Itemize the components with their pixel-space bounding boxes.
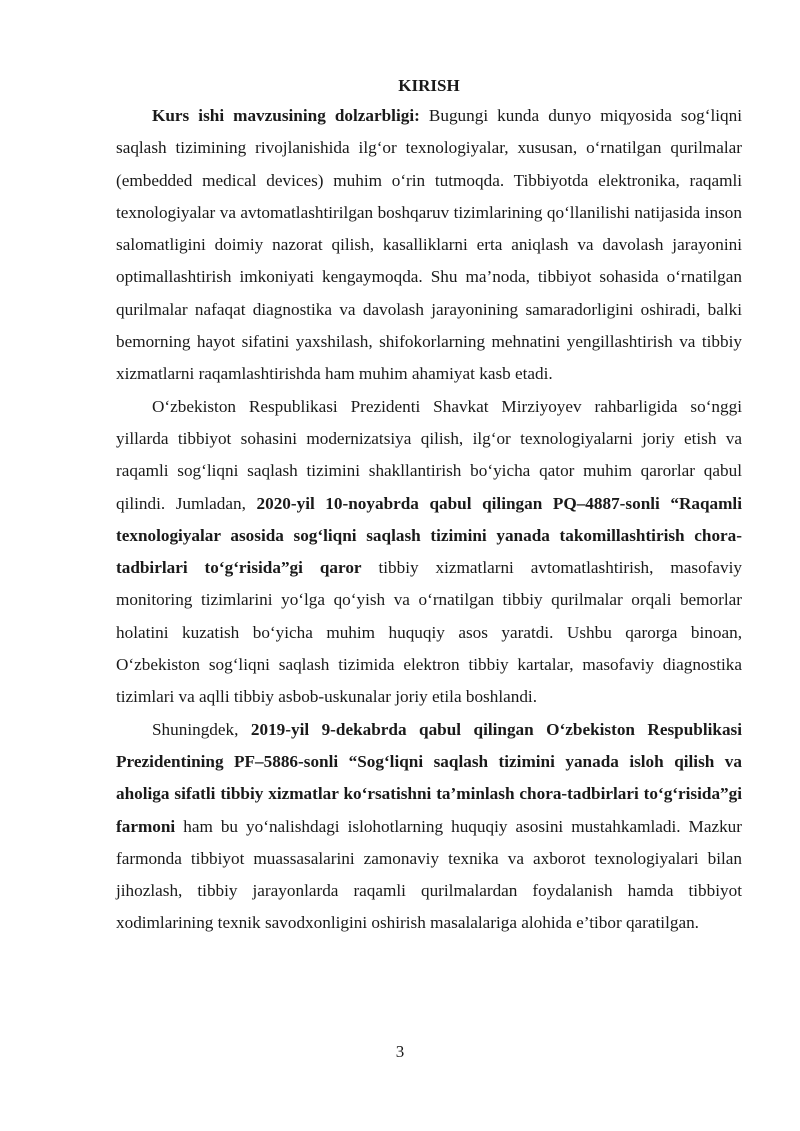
- paragraph-bold-citation: 2020-yil 10-noyabrda qabul qilingan PQ–4887-sonli “Raqamli texnologiyalar asosida sog‘liqni saqlash tizimini yanada takomillashtirish chora-tadbirlari to‘g‘risida”gi qaror: [116, 493, 742, 578]
- paragraph-text-after: ham bu yo‘nalishdagi islohotlarning huquqiy asosini mustahkamladi. Mazkur farmonda tibbiyot muassasalarini zamonaviy texnika va axborot texnologiyalari bilan jihozlash, tibbiy jarayonlarda raqamli qurilmalardan foydalanish hamda tibbiyot xodimlarining texnik savodxonligini oshirish masalalariga alohida e’tibor qaratilgan.: [116, 816, 742, 933]
- paragraph-text: Bugungi kunda dunyo miqyosida sog‘liqni saqlash tizimining rivojlanishida ilg‘or texnologiyalar, xususan, o‘rnatilgan qurilmalar (embedded medical devices) muhim o‘rin tutmoqda. Tibbiyotda elektronika, raqamli texnologiyalar va avtomatlashtirilgan boshqaruv tizimlarining qo‘llanilishi natijasida inson salomatligini doimiy nazorat qilish, kasalliklarni erta aniqlash va davolash jarayonini optimallashtirish imkoniyati kengaymoqda. Shu ma’noda, tibbiyot sohasida o‘rnatilgan qurilmalar nafaqat diagnostika va davolash jarayonining samaradorligini oshiradi, balki bemorning hayot sifatini yaxshilash, shifokorlarning mehnatini yengillashtirish va tibbiy xizmatlarni raqamlashtirishda ham muhim ahamiyat kasb etadi.: [116, 106, 742, 384]
- document-page: [116, 72, 742, 940]
- paragraph-decree-pq: [116, 391, 742, 714]
- paragraph-text-after: tibbiy xizmatlarni avtomatlashtirish, masofaviy monitoring tizimlarini yo‘lga qo‘yish va o‘rnatilgan tibbiy qurilmalar orqali bemorlar holatini kuzatish bo‘yicha muhim huquqiy asos yaratdi. Ushbu qarorga binoan, O‘zbekiston sog‘liqni saqlash tizimida elektron tibbiy kartalar, masofaviy diagnostika tizimlari va aqlli tibbiy asbob-uskunalar joriy etila boshlandi.: [116, 558, 742, 707]
- paragraph-text-before: Shuningdek,: [152, 719, 251, 739]
- paragraph-bold-citation: 2019-yil 9-dekabrda qabul qilingan O‘zbekiston Respublikasi Prezidentining PF–5886-sonli “Sog‘liqni saqlash tizimini yanada isloh qilish va aholiga sifatli tibbiy xizmatlar ko‘rsatishni ta’minlash chora-tadbirlari to‘g‘risida”gi farmoni: [116, 719, 742, 836]
- page-number: 3: [395, 1042, 405, 1061]
- paragraph-text-before: O‘zbekiston Respublikasi Prezidenti Shavkat Mirziyoyev rahbarligida so‘nggi yillarda tibbiyot sohasini modernizatsiya qilish, ilg‘or texnologiyalarni joriy etish va raqamli sog‘liqni saqlash tizimini shakllantirish bo‘yicha qator muhim qarorlar qabul qilindi. Jumladan,: [116, 396, 742, 513]
- paragraph-lead-bold: Kurs ishi mavzusining dolzarbligi:: [152, 106, 420, 125]
- section-heading: KIRISH: [398, 76, 460, 95]
- paragraph-relevance: [116, 100, 742, 391]
- paragraph-decree-pf: [116, 714, 742, 940]
